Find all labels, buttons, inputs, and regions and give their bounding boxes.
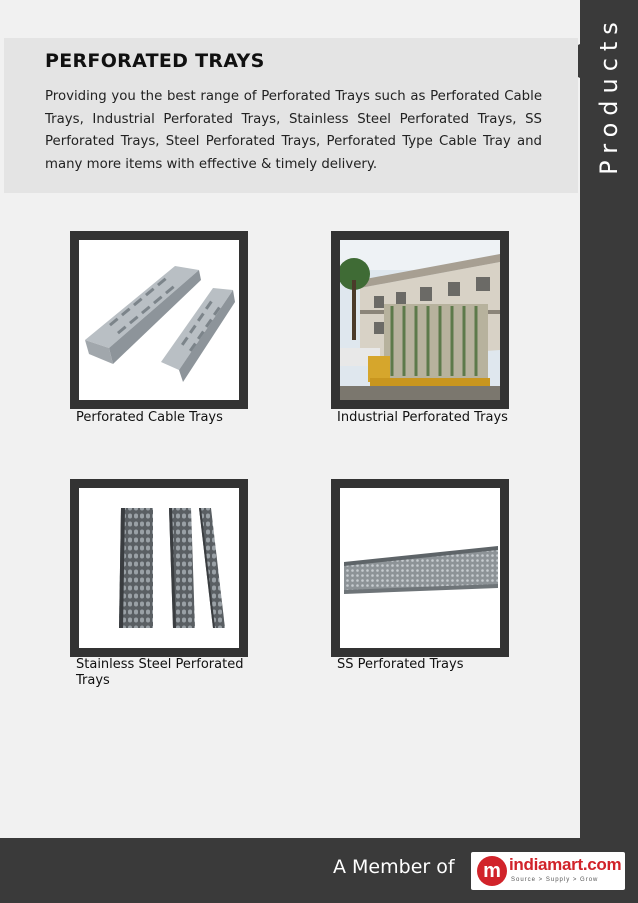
indiamart-m-icon: m: [477, 856, 507, 886]
logo-text: indiamart.com: [509, 855, 622, 874]
product-image: [340, 240, 500, 400]
product-card-stainless-steel-perforated-trays[interactable]: [70, 479, 248, 657]
side-tab: [580, 0, 638, 190]
ss-perforated-tray-image: [340, 488, 500, 648]
product-card-industrial-perforated-trays[interactable]: [331, 231, 509, 409]
product-image: [340, 488, 500, 648]
industrial-perforated-trays-image: [340, 240, 500, 400]
product-caption[interactable]: SS Perforated Trays: [337, 657, 464, 672]
product-card-perforated-cable-trays[interactable]: [70, 231, 248, 409]
indiamart-logo[interactable]: [471, 852, 625, 890]
product-caption[interactable]: Industrial Perforated Trays: [337, 410, 508, 425]
product-caption[interactable]: Perforated Cable Trays: [76, 410, 223, 425]
product-image: [79, 488, 239, 648]
product-caption[interactable]: Stainless Steel Perforated Trays: [76, 657, 244, 688]
section-title: PERFORATED TRAYS: [45, 50, 265, 72]
footer-member-text: A Member of: [333, 856, 455, 878]
product-card-ss-perforated-trays[interactable]: [331, 479, 509, 657]
side-tab-label: Products: [595, 15, 624, 175]
section-description: Providing you the best range of Perforated Trays such as Perforated Cable Trays, Industrial Perforated Trays, Stainless Steel Perforated Trays, SS Perforated Trays, Steel Perforated Trays, Perforated Type Cable Tray and many more items with effective & timely delivery.: [45, 89, 542, 172]
logo-tagline: Source > Supply > Grow: [511, 877, 599, 883]
perforated-cable-tray-image: [79, 240, 239, 400]
product-image: [79, 240, 239, 400]
stainless-steel-perforated-trays-image: [79, 488, 239, 648]
